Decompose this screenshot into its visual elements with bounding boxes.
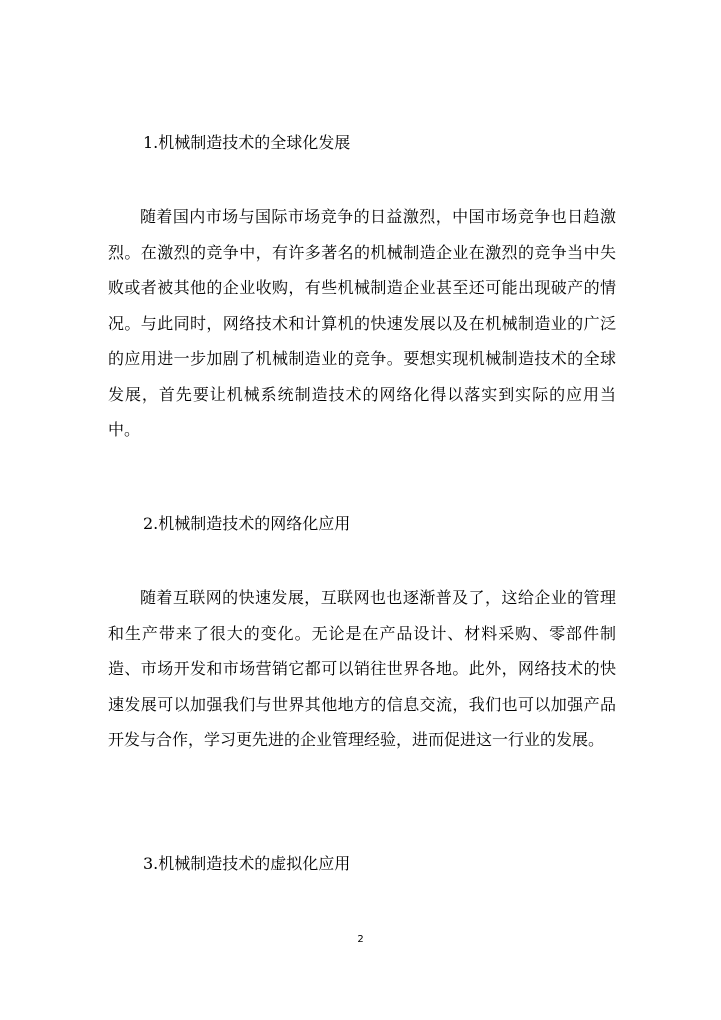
section-paragraph-globalization: 随着国内市场与国际市场竞争的日益激烈，中国市场竞争也日趋激烈。在激烈的竞争中，有许多著名的机械制造企业在激烈的竞争当中失败或者被其他的企业收购，有些机械制造企业甚至还可能出现破产的情况。与此同时，网络技术和计算机的快速发展以及在机械制造业的广泛的应用进一步加剧了机械制造业的竞争。要想实现机械制造技术的全球发展，首先要让机械系统制造技术的网络化得以落实到实际的应用当中。 <box>108 207 616 439</box>
section-heading-virtualization: 3.机械制造技术的虚拟化应用 <box>143 854 351 873</box>
section-heading-globalization: 1.机械制造技术的全球化发展 <box>143 133 351 152</box>
section-heading-networking: 2.机械制造技术的网络化应用 <box>143 514 351 533</box>
page-number: 2 <box>357 934 364 945</box>
section-paragraph-networking: 随着互联网的快速发展，互联网也也逐渐普及了，这给企业的管理和生产带来了很大的变化。无论是在产品设计、材料采购、零部件制造、市场开发和市场营销它都可以销往世界各地。此外，网络技术的快速发展可以加强我们与世界其他地方的信息交流，我们也可以加强产品开发与合作，学习更先进的企业管理经验，进而促进这一行业的发展。 <box>108 588 616 749</box>
